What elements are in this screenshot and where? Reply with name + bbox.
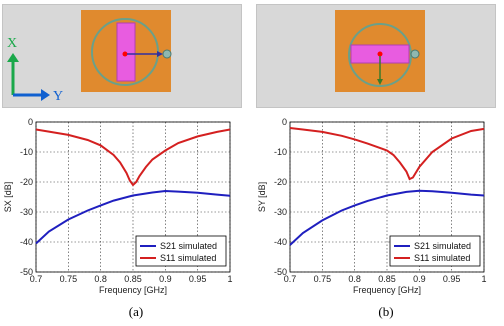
chart-sx [0,116,250,302]
x-tick-label: 0.95 [188,274,207,284]
antenna-view-x [2,4,242,108]
chart-sy [254,116,504,302]
x-axis-title: Frequency [GHz] [98,285,168,295]
x-tick-label: 0.9 [159,274,172,284]
x-tick-label: 0.85 [124,274,142,284]
y-tick-label: -50 [273,267,287,277]
y-tick-label: -40 [273,237,287,247]
panel-label-b: (b) [378,304,394,319]
x-tick-label: 0.95 [442,274,461,284]
y-tick-label: -40 [19,237,33,247]
y-tick-label: -30 [19,207,33,217]
antenna-y-illustration [257,5,495,107]
feed-point [378,52,383,57]
x-tick-label: 0.75 [313,274,332,284]
x-tick-label: 0.7 [283,274,297,284]
legend-label: S21 simulated [414,241,472,251]
legend-label: S11 simulated [160,253,217,263]
y-tick-label: 0 [281,117,287,127]
x-tick-label: 0.85 [378,274,396,284]
y-tick-label: -30 [273,207,287,217]
legend-label: S11 simulated [414,253,471,263]
y-tick-label: -20 [273,177,287,187]
panel-label-a: (a) [128,304,144,319]
y-axis-arrow-head [41,89,50,101]
legend-label: S21 simulated [160,241,218,251]
x-tick-label: 0.7 [29,274,43,284]
x-tick-label: 0.8 [94,274,107,284]
port-marker [411,50,419,58]
y-tick-label: -10 [19,147,33,157]
y-tick-label: 0 [27,117,33,127]
antenna-x-illustration [3,5,241,107]
x-axis-arrow-head [7,53,19,62]
x-tick-label: 0.9 [413,274,426,284]
y-tick-label: -20 [19,177,33,187]
x-tick-label: 0.8 [348,274,361,284]
feed-point [123,52,128,57]
y-tick-label: -50 [19,267,33,277]
port-marker [163,50,171,58]
y-tick-label: -10 [273,147,287,157]
x-axis-label: X [7,36,18,51]
x-tick-label: 1 [227,274,233,284]
antenna-view-y [256,4,496,108]
x-tick-label: 1 [481,274,487,284]
y-axis-title: SY [dB] [257,181,267,213]
y-axis-label: Y [53,89,64,104]
y-axis-title: SX [dB] [3,181,13,213]
x-tick-label: 0.75 [59,274,78,284]
x-axis-title: Frequency [GHz] [352,285,422,295]
